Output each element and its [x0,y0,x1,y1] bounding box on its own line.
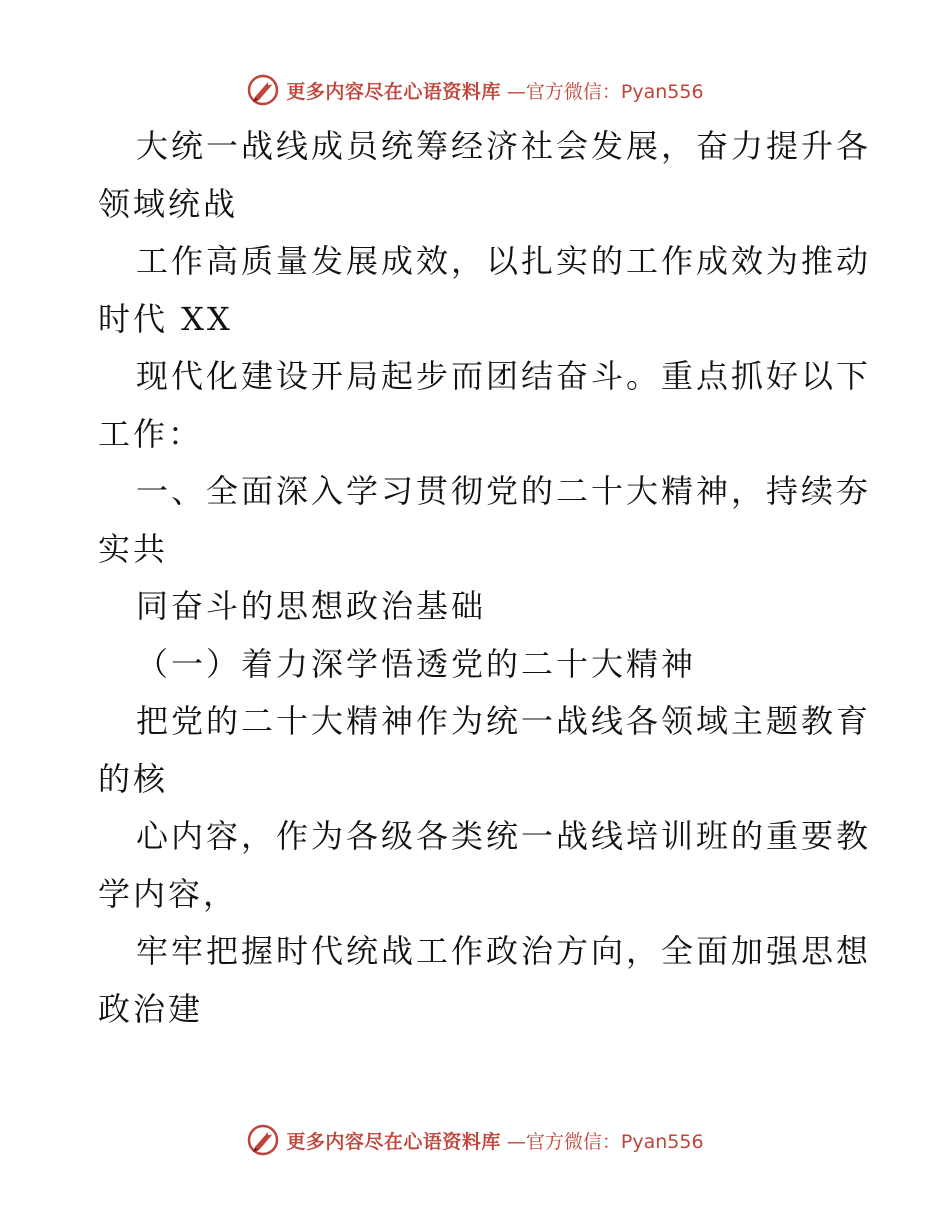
paragraph-line: 工作： [98,414,204,453]
paragraph-line: 大统一战线成员统筹经济社会发展，奋力提升各 [136,127,872,165]
footer-brand-text: 更多内容尽在心语资料库 [286,1130,501,1153]
paragraph-line: （一）着力深学悟透党的二十大精神 [136,644,697,683]
paragraph-line: 实共 [98,529,169,568]
paragraph-line: 心内容，作为各级各类统一战线培训班的重要教 [136,817,872,855]
pen-logo-icon [246,73,280,107]
paragraph-line: 把党的二十大精神作为统一战线各领域主题教育 [136,702,872,740]
paragraph-line: 同奋斗的思想政治基础 [136,587,487,625]
paragraph-line: 工作高质量发展成效，以扎实的工作成效为推动 [136,242,872,280]
paragraph-line: 时代 XX [98,299,233,338]
footer-official-wechat: —官方微信：Pyan556 [506,1130,704,1153]
paragraph-line: 领域统战 [98,184,239,223]
document-body [98,118,872,1038]
header-official-wechat: —官方微信：Pyan556 [506,80,704,103]
footer-banner [0,1120,950,1160]
paragraph-line: 政治建 [98,989,204,1028]
paragraph-line: 牢牢把握时代统战工作政治方向，全面加强思想 [136,932,872,970]
header-brand-text: 更多内容尽在心语资料库 [286,80,501,103]
paragraph-line: 的核 [98,759,169,798]
pen-logo-icon [246,1123,280,1157]
paragraph-line: 现代化建设开局起步而团结奋斗。重点抓好以下 [136,357,872,395]
paragraph-line: 学内容， [98,874,239,913]
header-banner [0,70,950,110]
paragraph-line: 一、全面深入学习贯彻党的二十大精神，持续夯 [136,472,872,510]
